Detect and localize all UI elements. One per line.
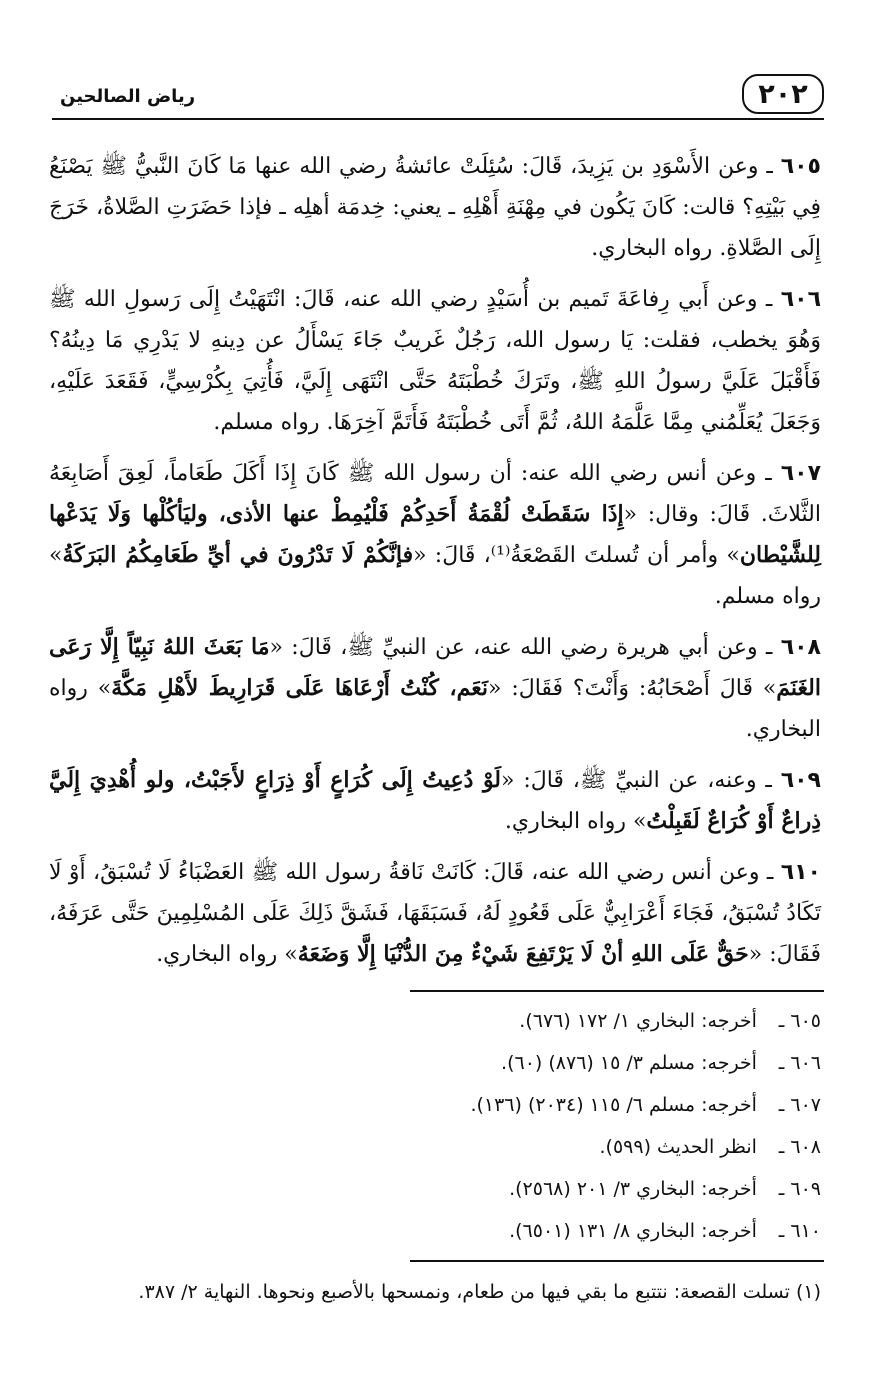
prophetic-saying: نَعَم، كُنْتُ أَرْعَاهَا عَلَى قَرَارِيطَ لأَهْلِ مَكَّةَ [111, 675, 489, 701]
prophetic-saying: إِذَا سَقَطَتْ لُقْمَةُ أَحَدِكُمْ فَلْيُمِطْ عنها الأذى، وليَأكُلْها وَلَا يَدَعْها لِلشَّيْطان [49, 501, 821, 568]
footnote-text: أخرجه: مسلم ٣/ ١٥ (٨٧٦) (٦٠). [501, 1052, 757, 1074]
footnote-number: ٦٠٨ ـ [778, 1136, 821, 1158]
footnote-text: أخرجه: البخاري ٨/ ١٣١ (٦٥٠١). [509, 1220, 757, 1242]
hadith-number: ٦٠٨ [780, 635, 821, 660]
hadith-609: ٦٠٩ ـ وعنه، عن النبيِّ ﷺ، قَالَ: «لَوْ دُعِيتُ إِلَى كُرَاعٍ أَوْ ذِرَاعٍ لأَجَبْتُ، ولو أُهْدِيَ إِلَيَّ ذِراعٌ أَوْ كُرَاعٌ لَقَبِلْتُ» رواه البخاري. [49, 767, 821, 834]
footnote-610 [49, 1210, 821, 1252]
hadith-list [49, 146, 821, 985]
prophetic-saying: مَا بَعَثَ اللهُ نَبِيّاً إِلَّا رَعَى الغَنَمَ [49, 634, 821, 701]
hadith-610: ٦١٠ ـ وعن أنس رضي الله عنه، قَالَ: كَانَتْ نَاقةُ رسول الله ﷺ العَضْبَاءُ لَا تُسْبَقُ، أَوْ لَا تَكَادُ تُسْبَقُ، فَجَاءَ أَعْرَابِيٌّ عَلَى قَعُودٍ لَهُ، فَسَبَقَهَا، فَشَقَّ ذَلِكَ عَلَى المُسْلِمِينَ حَتَّى عَرَفَهُ، فَقَالَ: «حَقٌّ عَلَى اللهِ أنْ لَا يَرْتَفِعَ شَيْءٌ مِنَ الدُّنْيَا إِلَّا وَضَعَهُ» رواه البخاري. [49, 860, 821, 967]
hadith-number: ٦٠٧ [780, 461, 822, 486]
hadith-text: وعن أَبي رِفاعَةَ تَميم بن أُسَيْدٍ رضي الله عنه، قَالَ: انْتَهَيْتُ إِلَى رَسولِ الله ﷺ وَهُوَ يخطب، فقلت: يَا رسول الله، رَجُلٌ غَريبٌ جَاءَ يَسْأَلُ عن دِينهِ لا يَدْرِي مَا دِينُهُ؟ فَأَقْبَلَ عَلَيَّ رسولُ اللهِ ﷺ، وتَرَكَ خُطْبَتَهُ حَتَّى انْتَهَى إِلَيَّ، فَأُتِيَ بِكُرْسِيٍّ، فَقَعَدَ عَلَيْهِ، وَجَعَلَ يُعَلِّمُني مِمَّا عَلَّمَهُ اللهُ، ثُمَّ أَتَى خُطْبَتَهُ فَأَتَمَّ آخِرَهَا. [49, 287, 821, 435]
hadith-source: رواه البخاري. [591, 236, 720, 261]
footnote-number: ٦١٠ ـ [778, 1220, 821, 1242]
footnote-608 [49, 1126, 821, 1168]
footnote-separator [410, 990, 824, 992]
footnote-text: انظر الحديث (٥٩٩). [599, 1136, 757, 1158]
page-header [52, 70, 824, 118]
hadith-source: رواه مسلم. [213, 410, 327, 435]
hadith-number: ٦٠٦ [780, 287, 822, 312]
footnote-number: ٦٠٦ ـ [778, 1052, 821, 1074]
footnote-text: أخرجه: مسلم ٦/ ١١٥ (٢٠٣٤) (١٣٦). [470, 1094, 757, 1116]
hadith-source: » رواه مسلم. [49, 543, 821, 609]
hadith-text: » قَالَ أَصْحَابُهُ: وَأَنْتَ؟ فَقَالَ: « [488, 676, 777, 701]
hadith-text: وعن الأَسْوَدِ بن يَزِيدَ، قَالَ: سُئِلَتْ عائشةُ رضي الله عنها مَا كَانَ النَّبيُّ ﷺ يَصْنَعُ فِي بَيْتِهِ؟ قالت: كَانَ يَكُون في مِهْنَةِ أَهْلِهِ ـ يعني: خِدمَة أهلِه ـ فإذا حَضَرَتِ الصَّلاةُ، خَرَجَ إِلَى الصَّلاةِ. [49, 154, 821, 261]
hadith-605: ٦٠٥ ـ وعن الأَسْوَدِ بن يَزِيدَ، قَالَ: سُئِلَتْ عائشةُ رضي الله عنها مَا كَانَ النَّبيُّ ﷺ يَصْنَعُ فِي بَيْتِهِ؟ قالت: كَانَ يَكُون في مِهْنَةِ أَهْلِهِ ـ يعني: خِدمَة أهلِه ـ فإذا حَضَرَتِ الصَّلاةُ، خَرَجَ إِلَى الصَّلاةِ. رواه البخاري. [49, 154, 821, 261]
hadith-text: وعن أبي هريرة رضي الله عنه، عن النبيِّ ﷺ، قَالَ: « [269, 635, 758, 660]
hadith-source: » رواه البخاري. [49, 676, 821, 742]
footnote-606 [49, 1042, 821, 1084]
takhrij-footnotes [49, 1000, 821, 1252]
gloss-footnote: (١) تسلت القصعة: نتتبع ما بقي فيها من طعام، ونمسحها بالأصبع ونحوها. النهاية ٢/ ٣٨٧. [138, 1281, 821, 1303]
hadith-606: ٦٠٦ ـ وعن أَبي رِفاعَةَ تَميم بن أُسَيْدٍ رضي الله عنه، قَالَ: انْتَهَيْتُ إِلَى رَسولِ الله ﷺ وَهُوَ يخطب، فقلت: يَا رسول الله، رَجُلٌ غَريبٌ جَاءَ يَسْأَلُ عن دِينهِ لا يَدْرِي مَا دِينُهُ؟ فَأَقْبَلَ عَلَيَّ رسولُ اللهِ ﷺ، وتَرَكَ خُطْبَتَهُ حَتَّى انْتَهَى إِلَيَّ، فَأُتِيَ بِكُرْسِيٍّ، فَقَعَدَ عَلَيْهِ، وَجَعَلَ يُعَلِّمُني مِمَّا عَلَّمَهُ اللهُ، ثُمَّ أَتَى خُطْبَتَهُ فَأَتَمَّ آخِرَهَا. رواه مسلم. [49, 287, 822, 435]
header-rule [52, 118, 824, 120]
hadith-text: وعنه، عن النبيِّ ﷺ، قَالَ: « [501, 768, 757, 793]
hadith-607: ٦٠٧ ـ وعن أنس رضي الله عنه: أن رسول الله ﷺ كَانَ إِذَا أَكَلَ طَعَاماً، لَعِقَ أَصَابِعَهُ الثَّلاثَ. قَالَ: وقال: «إِذَا سَقَطَتْ لُقْمَةُ أَحَدِكُمْ فَلْيُمِطْ عنها الأذى، وليَأكُلْها وَلَا يَدَعْها لِلشَّيْطان» وأمر أن تُسلتَ القَصْعَةُ⁽¹⁾، قَالَ: «فإنَّكُمْ لَا تَدْرُونَ في أيِّ طَعَامِكُمُ البَرَكَةُ» رواه مسلم. [49, 461, 822, 609]
footnote-609 [49, 1168, 821, 1210]
hadith-source: » رواه البخاري. [156, 942, 298, 967]
footnote-number: ٦٠٩ ـ [778, 1178, 821, 1200]
prophetic-saying: لَوْ دُعِيتُ إِلَى كُرَاعٍ أَوْ ذِرَاعٍ لأَجَبْتُ، ولو أُهْدِيَ إِلَيَّ ذِراعٌ أَوْ كُرَاعٌ لَقَبِلْتُ [49, 767, 821, 834]
running-title: رياض الصالحين [60, 86, 196, 107]
hadith-number: ٦٠٥ [780, 154, 821, 179]
hadith-number: ٦٠٩ [780, 768, 821, 793]
footnote-number: ٦٠٧ ـ [778, 1094, 821, 1116]
footnote-number: ٦٠٥ ـ [778, 1010, 821, 1032]
hadith-608: ٦٠٨ ـ وعن أبي هريرة رضي الله عنه، عن النبيِّ ﷺ، قَالَ: «مَا بَعَثَ اللهُ نَبِيّاً إِلَّا رَعَى الغَنَمَ» قَالَ أَصْحَابُهُ: وَأَنْتَ؟ فَقَالَ: «نَعَم، كُنْتُ أَرْعَاهَا عَلَى قَرَارِيطَ لأَهْلِ مَكَّةَ» رواه البخاري. [49, 634, 821, 742]
hadith-text: وعن أنس رضي الله عنه: أن رسول الله ﷺ كَانَ إِذَا أَكَلَ طَعَاماً، لَعِقَ أَصَابِعَهُ الثَّلاثَ. قَالَ: وقال: « [49, 461, 821, 527]
footnote-text: أخرجه: البخاري ٣/ ٢٠١ (٢٥٦٨). [509, 1178, 757, 1200]
gloss-separator [410, 1260, 824, 1262]
hadith-text: » وأمر أن تُسلتَ القَصْعَةُ⁽¹⁾، قَالَ: « [413, 543, 740, 568]
hadith-source: » رواه البخاري. [504, 809, 647, 834]
page-number: ٢٠٢ [742, 74, 824, 114]
footnote-605 [49, 1000, 821, 1042]
prophetic-saying: فإنَّكُمْ لَا تَدْرُونَ في أيِّ طَعَامِكُمُ البَرَكَةُ [62, 542, 414, 568]
footnote-text: أخرجه: البخاري ١/ ١٧٢ (٦٧٦). [519, 1010, 757, 1032]
hadith-number: ٦١٠ [780, 860, 821, 885]
hadith-text: وعن أنس رضي الله عنه، قَالَ: كَانَتْ نَاقةُ رسول الله ﷺ العَضْبَاءُ لَا تُسْبَقُ، أَوْ لَا تَكَادُ تُسْبَقُ، فَجَاءَ أَعْرَابِيٌّ عَلَى قَعُودٍ لَهُ، فَسَبَقَهَا، فَشَقَّ ذَلِكَ عَلَى المُسْلِمِينَ حَتَّى عَرَفَهُ، فَقَالَ: « [49, 860, 821, 967]
footnote-607 [49, 1084, 821, 1126]
prophetic-saying: حَقٌّ عَلَى اللهِ أنْ لَا يَرْتَفِعَ شَيْءٌ مِنَ الدُّنْيَا إِلَّا وَضَعَهُ [297, 941, 749, 967]
